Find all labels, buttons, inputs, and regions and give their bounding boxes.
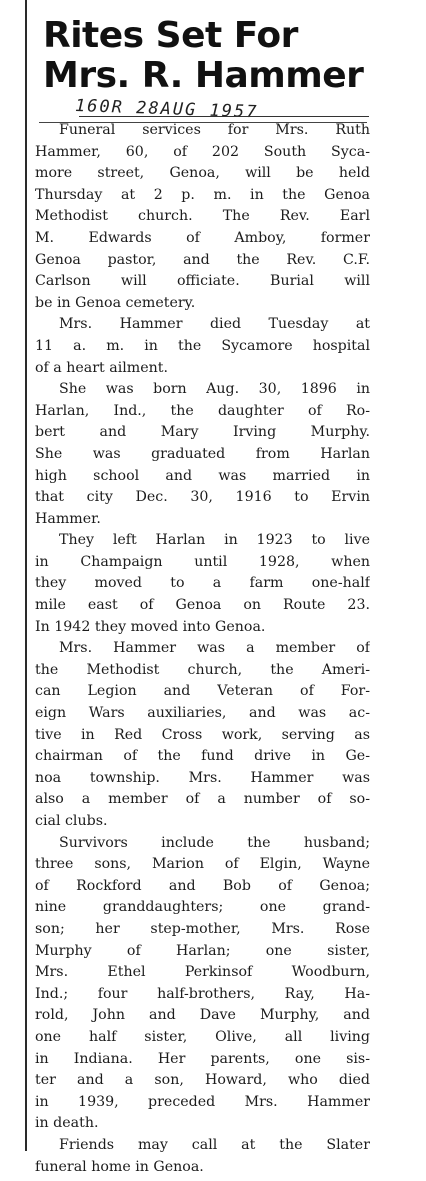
article-line: noa township. Mrs. Hammer was <box>35 769 370 786</box>
headline <box>39 4 367 123</box>
headline-line-1: Rites Set For <box>43 15 298 56</box>
article-line: three sons, Marion of Elgin, Wayne <box>35 856 370 873</box>
article-line: Mrs. Ethel Perkinsof Woodburn, <box>35 964 370 981</box>
article-line: that city Dec. 30, 1916 to Ervin <box>35 489 370 506</box>
article-line: be in Genoa cemetery. <box>35 294 196 311</box>
article-line: Mrs. Hammer died Tuesday at <box>59 316 370 333</box>
article-line: Carlson will officiate. Burial will <box>35 273 370 290</box>
article-line: of a heart ailment. <box>35 359 168 376</box>
article-line: Genoa pastor, and the Rev. C.F. <box>35 251 370 268</box>
article-paragraph <box>35 638 370 832</box>
article-line: mile east of Genoa on Route 23. <box>35 597 370 614</box>
article-line: tive in Red Cross work, serving as <box>35 726 370 743</box>
article-line: more street, Genoa, will be held <box>35 165 370 182</box>
article-line: the Methodist church, the Ameri- <box>35 661 370 678</box>
article-line: in death. <box>35 1115 99 1132</box>
article-line: of Rockford and Bob of Genoa; <box>35 877 370 894</box>
article-line: She was graduated from Harlan <box>35 445 370 462</box>
article-line: Hammer. <box>35 510 101 527</box>
article-body <box>35 120 370 1178</box>
article-line: Hammer, 60, of 202 South Syca- <box>35 143 370 160</box>
article-line: they moved to a farm one-half <box>35 575 370 592</box>
article-line: She was born Aug. 30, 1896 in <box>59 381 370 398</box>
article-line: Murphy of Harlan; one sister, <box>35 942 370 959</box>
article-line: M. Edwards of Amboy, former <box>35 229 370 246</box>
newspaper-clipping <box>25 0 372 1175</box>
article-line: can Legion and Veteran of For- <box>35 683 370 700</box>
article-line: Harlan, Ind., the daughter of Ro- <box>35 402 370 419</box>
article-line: ter and a son, Howard, who died <box>35 1072 370 1089</box>
article-line: in Indiana. Her parents, one sis- <box>35 1050 370 1067</box>
article-line: cial clubs. <box>35 813 108 829</box>
article-line: Methodist church. The Rev. Earl <box>35 208 370 225</box>
handwritten-date-annotation: 160R 28AUG 1957 <box>74 96 259 123</box>
article-line: Ind.; four half-brothers, Ray, Ha- <box>35 985 370 1002</box>
article-paragraph <box>35 314 370 379</box>
article-line: in Champaign until 1928, when <box>35 553 370 570</box>
article-line: chairman of the fund drive in Ge- <box>35 748 370 765</box>
article-line: Funeral services for Mrs. Ruth <box>59 122 370 138</box>
annotation-underline <box>79 116 369 117</box>
article-line: Mrs. Hammer was a member of <box>59 640 370 657</box>
article-line: 11 a. m. in the Sycamore hospital <box>35 337 370 354</box>
article-line: They left Harlan in 1923 to live <box>59 532 370 549</box>
article-line: bert and Mary Irving Murphy. <box>35 424 370 441</box>
article-paragraph <box>35 530 370 638</box>
article-paragraph <box>35 379 370 530</box>
article-line: funeral home in Genoa. <box>35 1158 204 1175</box>
article-line: high school and was married in <box>35 467 370 484</box>
article-paragraph <box>35 120 370 314</box>
article-line: also a member of a number of so- <box>35 791 370 808</box>
article-line: Thursday at 2 p. m. in the Genoa <box>35 186 370 203</box>
article-line: eign Wars auxiliaries, and was ac- <box>35 705 370 722</box>
article-line: one half sister, Olive, all living <box>35 1028 370 1045</box>
article-line: rold, John and Dave Murphy, and <box>35 1007 370 1024</box>
article-line: Survivors include the husband; <box>59 834 370 851</box>
article-line: nine granddaughters; one grand- <box>35 899 370 916</box>
article-paragraph <box>35 1135 370 1178</box>
article-line: in 1939, preceded Mrs. Hammer <box>35 1093 370 1110</box>
article-line: son; her step-mother, Mrs. Rose <box>35 920 370 937</box>
headline-line-2: Mrs. R. Hammer <box>43 55 364 96</box>
article-line: Friends may call at the Slater <box>59 1136 370 1153</box>
article-line: In 1942 they moved into Genoa. <box>35 618 266 635</box>
article-paragraph <box>35 833 370 1135</box>
